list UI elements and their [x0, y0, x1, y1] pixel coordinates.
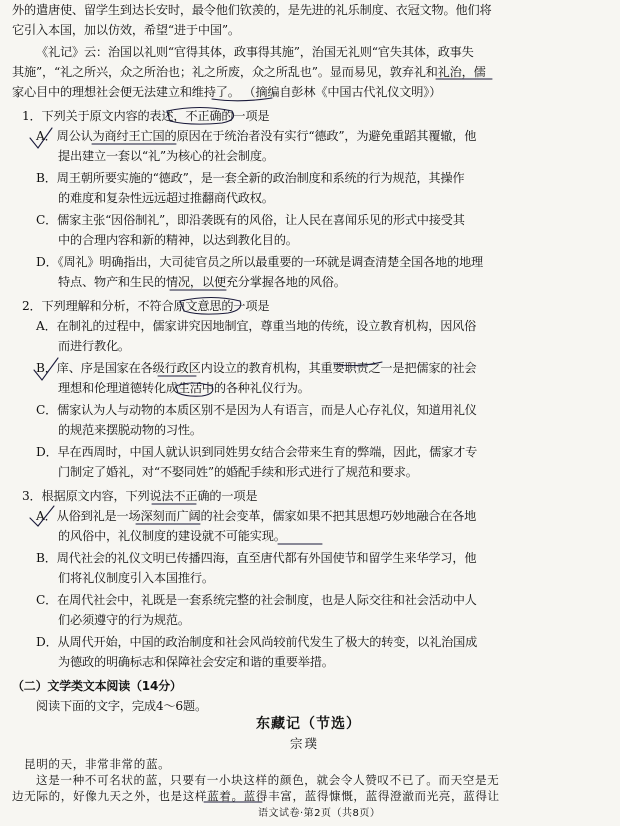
question-2-option-a-cont: 而进行教化。: [58, 339, 130, 353]
question-2-option-c-cont: 的规范来摆脱动物的习性。: [58, 423, 202, 437]
question-1-option-a: A．周公认为商纣王亡国的原因在于统治者没有实行“德政”，为避免重蹈其覆辙，他: [36, 129, 477, 143]
passage-line-source: 家心目中的理想社会便无法建立和维持了。 （摘编自彭林《中国古代礼仪文明》）: [12, 85, 442, 99]
passage-line: 《礼记》云：治国以礼则“官得其体，政事得其施”，治国无礼则“官失其体，政事失: [36, 45, 474, 59]
question-1-option-d-cont: 特点、物产和生民的情况，以便充分掌握各地的风俗。: [58, 275, 346, 289]
question-1-option-c: C．儒家主张“因俗制礼”，即沿袭既有的风俗，让人民在喜闻乐见的形式中接受其: [36, 213, 465, 227]
passage-line: 其施”，“礼之所兴，众之所治也；礼之所废，众之所乱也”。显而易见，敦弃礼和礼治，儒: [12, 65, 486, 79]
section-heading: （二）文学类文本阅读（14分）: [12, 679, 182, 693]
question-1-option-b-cont: 的难度和复杂性远远超过推翻商代政权。: [58, 191, 274, 205]
question-3-option-b: B．周代社会的礼仪文明已传播四海，直至唐代都有外国使节和留学生来华学习，他: [36, 551, 477, 565]
question-2-stem: 2．下列理解和分析，不符合原文意思的一项是: [22, 299, 270, 313]
question-1-option-a-cont: 提出建立一套以“礼”为核心的社会制度。: [58, 149, 274, 163]
story-line: 昆明的天，非常非常的蓝。: [24, 757, 171, 771]
question-2-option-d-cont: 门制定了婚礼，对“不娶同姓”的婚配手续和形式进行了规范和要求。: [58, 465, 418, 479]
question-1-stem: 1．下列关于原文内容的表述，不正确的一项是: [22, 109, 270, 123]
question-3-option-a-cont: 的风俗中，礼仪制度的建设就不可能实现。: [58, 529, 286, 543]
question-3-option-d-cont: 为德政的明确标志和保障社会安定和谐的重要举措。: [58, 655, 334, 669]
question-1-option-d: D．《周礼》明确指出，大司徒官员之所以最重要的一环就是调查清楚全国各地的地理: [36, 255, 484, 269]
question-3-option-d: D．从周代开始，中国的政治制度和社会风尚较前代发生了极大的转变，以礼治国成: [36, 635, 478, 649]
question-1-option-c-cont: 中的合理内容和新的精神，以达到教化目的。: [58, 233, 298, 247]
question-1-option-b: B．周王朝所要实施的“德政”，是一套全新的政治制度和系统的行为规范，其操作: [36, 171, 465, 185]
question-2-option-a: A．在制礼的过程中，儒家讲究因地制宜，尊重当地的传统，设立教育机构，因风俗: [36, 319, 477, 333]
section-instruction: 阅读下面的文字，完成4～6题。: [36, 699, 207, 713]
question-2-option-c: C．儒家认为人与动物的本质区别不是因为人有语言，而是人心存礼仪，知道用礼仪: [36, 403, 477, 417]
story-author: 宗璞: [290, 736, 320, 751]
question-3-option-b-cont: 们将礼仪制度引入本国推行。: [58, 571, 214, 585]
page-footer: 语文试卷·第2页（共8页）: [258, 808, 381, 819]
question-3-option-c: C．在周代社会中，礼既是一套系统完整的社会制度，也是人际交往和社会活动中人: [36, 593, 477, 607]
question-2-option-b: B．庠、序是国家在各级行政区内设立的教育机构，其重要职责之一是把儒家的社会: [36, 361, 477, 375]
story-title: 东藏记（节选）: [256, 716, 361, 732]
passage-line: 它引入本国，加以仿效，希望“进于中国”。: [12, 23, 240, 37]
story-line: 边无际的，好像九天之外，也是这样蓝着。蓝得丰富，蓝得慷慨，蓝得澄澈而光亮，蓝得让: [12, 789, 500, 803]
question-2-option-d: D．早在西周时，中国人就认识到同姓男女结合会带来生育的弊端，因此，儒家才专: [36, 445, 478, 459]
story-line: 这是一种不可名状的蓝，只要有一小块这样的颜色，就会令人赞叹不已了。而天空是无: [36, 773, 500, 787]
question-3-stem: 3．根据原文内容，下列说法不正确的一项是: [22, 489, 258, 503]
question-3-option-c-cont: 们必须遵守的行为规范。: [58, 613, 190, 627]
question-2-option-b-cont: 理想和伦理道德转化成生活中的各种礼仪行为。: [58, 381, 310, 395]
passage-line: 外的遣唐使、留学生到达长安时，最令他们钦羡的，是先进的礼乐制度、衣冠文物。他们将: [12, 3, 492, 17]
question-3-option-a: A．从俗到礼是一场深刻而广阔的社会变革，儒家如果不把其思想巧妙地融合在各地: [36, 509, 477, 523]
